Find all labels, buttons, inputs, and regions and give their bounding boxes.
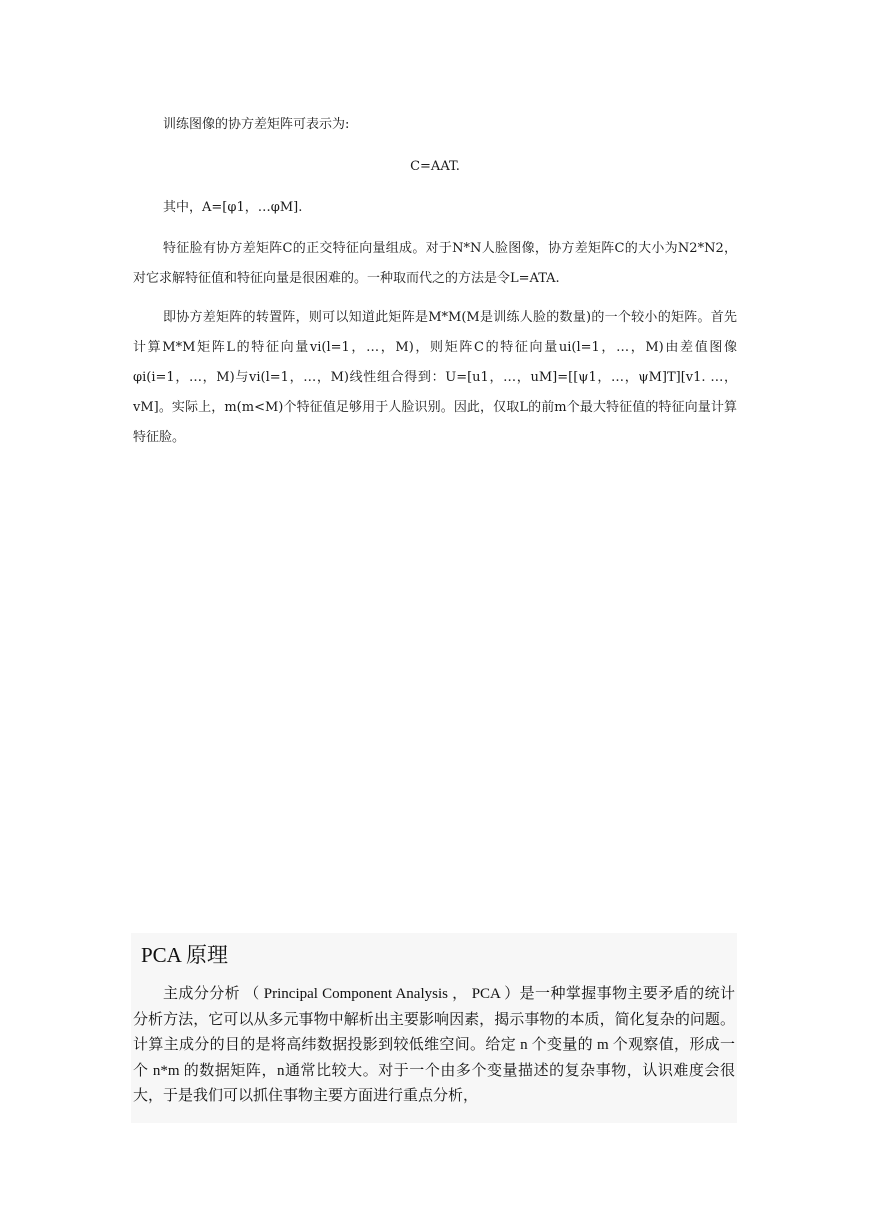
paragraph-transpose-matrix: 即协方差矩阵的转置阵，则可以知道此矩阵是M*M(M是训练人脸的数量)的一个较小的矩阵。首先计算M*M矩阵L的特征向量vi(l=1，…，M)，则矩阵C的特征向量ui(l=1，…，M)由差值图像φi(i=1，…，M)与vi(l=1，…，M)线性组合得到：U=[u1，…，uM]=[[ψ1，…，ψM]T][v1. …，vM]。实际上，m(m<M)个特征值足够用于人脸识别。因此，仅取L的前m个最大特征值的特征向量计算特征脸。 — [133, 310, 737, 445]
paragraph-eigenface: 特征脸有协方差矩阵C的正交特征向量组成。对于N*N人脸图像，协方差矩阵C的大小为N2*N2，对它求解特征值和特征向量是很困难的。一种取而代之的方法是令L=ATA. — [133, 241, 737, 286]
section-title: PCA 原理 — [141, 943, 228, 967]
covariance-formula: C=AAT. — [410, 159, 460, 174]
pca-section — [131, 933, 737, 1123]
section-body: 主成分分析 （ Principal Component Analysis ， PCA ）是一种掌握事物主要矛盾的统计分析方法，它可以从多元事物中解析出主要影响因素，揭示事物的本质，简化复杂的问题。计算主成分的目的是将高纬数据投影到较低维空间。给定 n 个变量的 m 个观察值，形成一个 n*m 的数据矩阵，n通常比较大。对于一个由多个变量描述的复杂事物，认识难度会很大，于是我们可以抓住事物主要方面进行重点分析， — [133, 986, 735, 1104]
paragraph-a-definition: 其中，A=[φ1，…φM]. — [163, 200, 303, 215]
paragraph-covariance-intro: 训练图像的协方差矩阵可表示为: — [163, 117, 350, 132]
